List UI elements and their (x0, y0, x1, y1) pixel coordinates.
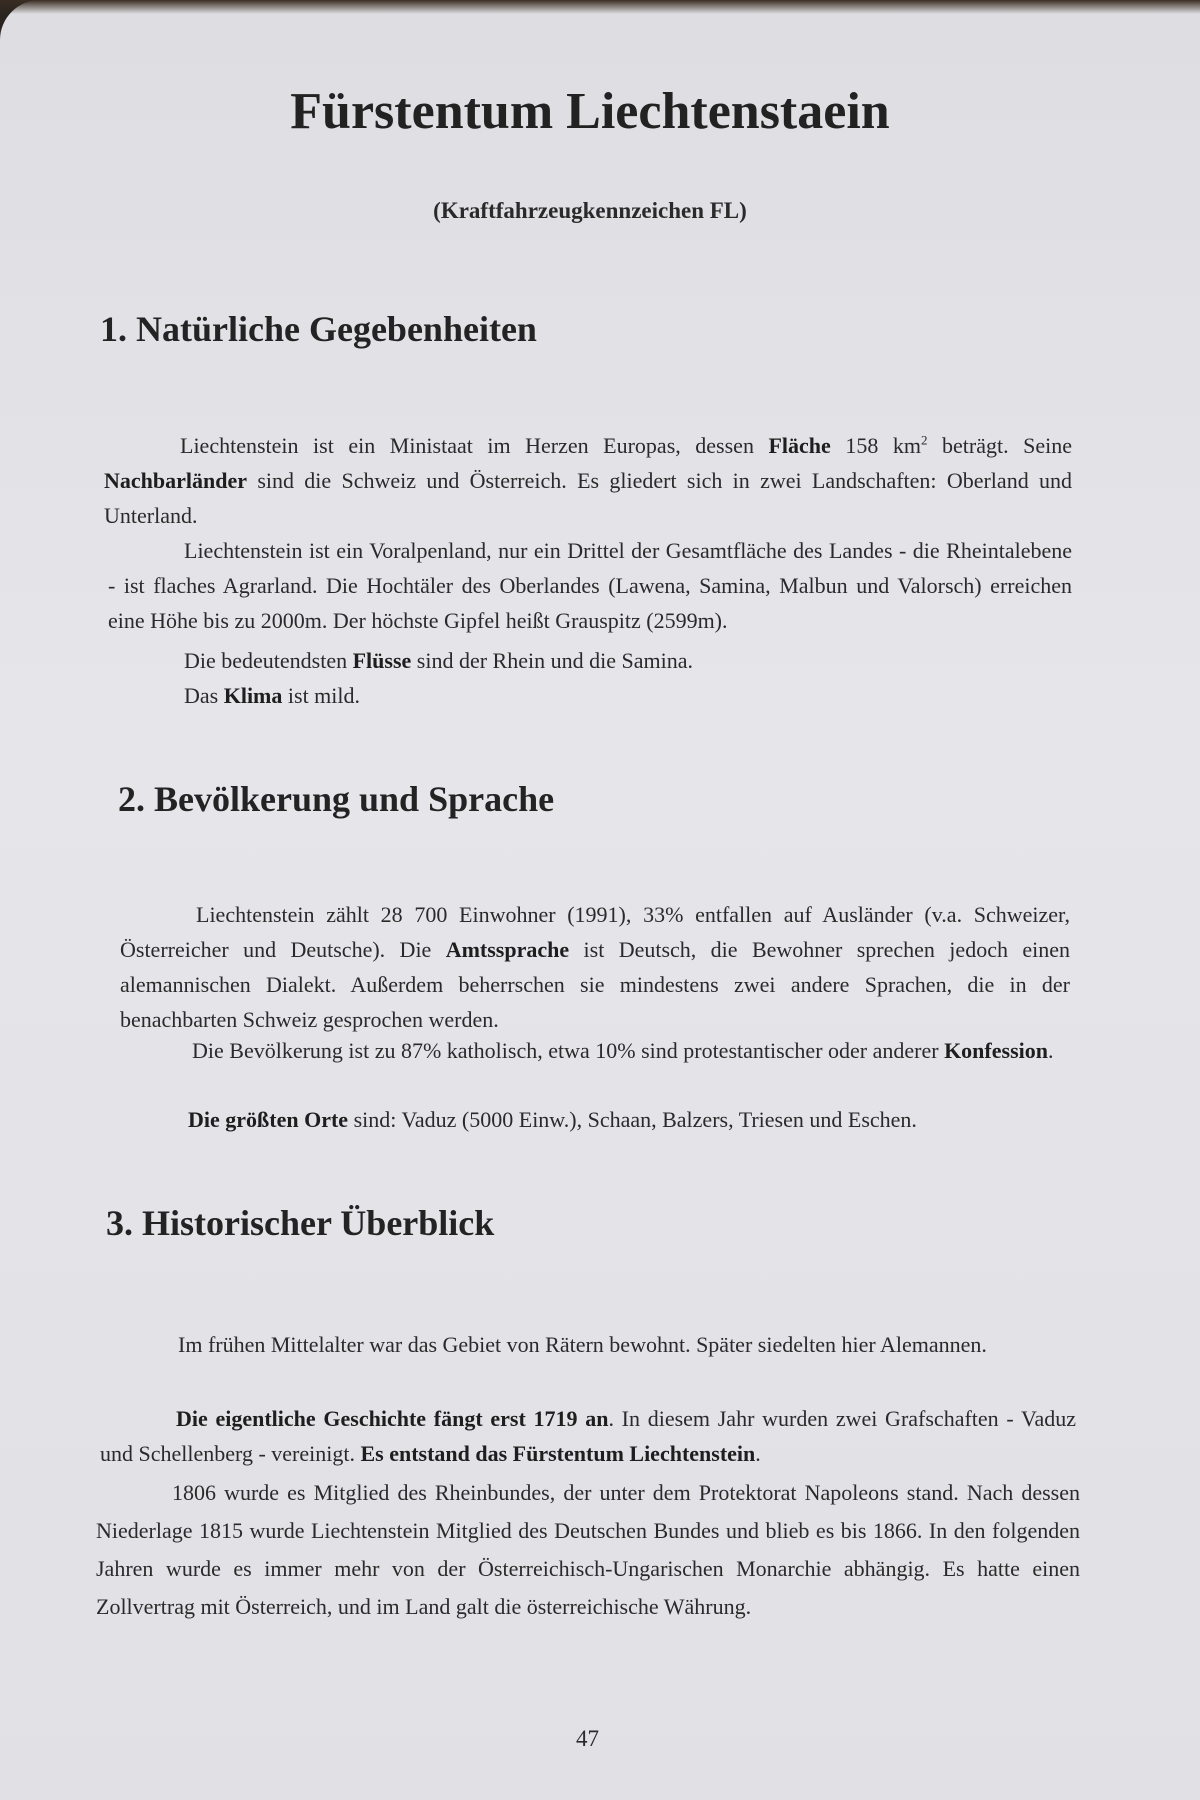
section-3-paragraph-2: Die eigentliche Geschichte fängt erst 1719 an. In diesem Jahr wurden zwei Grafschaften - Vaduz und Schellenberg - vereinigt. Es entstand das Fürstentum Liechtenstein. (100, 1406, 1077, 1466)
page-subtitle: (Kraftfahrzeugkennzeichen FL) (433, 198, 747, 223)
section-1-paragraph-2: Liechtenstein ist ein Voralpenland, nur ein Drittel der Gesamtfläche des Landes - die Rheintalebene - ist flaches Agrarland. Die Hochtäler des Oberlandes (Lawena, Samina, Malbun und Valorsch) erreichen eine Höhe bis zu 2000m. Der höchste Gipfel heißt Grauspitz (2599m). (108, 538, 1072, 633)
section-2-paragraph-2: Die Bevölkerung ist zu 87% katholisch, etwa 10% sind protestantischer oder anderer Konfession. (192, 1038, 1054, 1063)
section-3-paragraph-1: Im frühen Mittelalter war das Gebiet von Rätern bewohnt. Später siedelten hier Alemannen. (178, 1332, 987, 1357)
section-2-paragraph-1: Liechtenstein zählt 28 700 Einwohner (1991), 33% entfallen auf Ausländer (v.a. Schweizer, Österreicher und Deutsche). Die Amtssprache ist Deutsch, die Bewohner sprechen jedoch einen alemannischen Dialekt. Außerdem beherrschen sie mindestens zwei andere Sprachen, die in der benachbarten Schweiz gesprochen werden. (120, 902, 1070, 1032)
section-2-paragraph-3: Die größten Orte sind: Vaduz (5000 Einw.), Schaan, Balzers, Triesen und Eschen. (188, 1107, 917, 1132)
section-3-paragraph-3: 1806 wurde es Mitglied des Rheinbundes, der unter dem Protektorat Napoleons stand. Nach dessen Niederlage 1815 wurde Liechtenstein Mitglied des Deutschen Bundes und blieb es bis 1866. In den folgenden Jahren wurde es immer mehr von der Österreichisch-Ungarischen Monarchie abhängig. Es hatte einen Zollvertrag mit Österreich, und im Land galt die österreichische Währung. (96, 1480, 1080, 1619)
section-1-paragraph-3: Die bedeutendsten Flüsse sind der Rhein und die Samina. (184, 648, 693, 673)
section-2-heading: 2. Bevölkerung und Sprache (118, 779, 555, 819)
page-number: 47 (576, 1726, 599, 1751)
section-1-paragraph-4: Das Klima ist mild. (184, 683, 361, 708)
page-title: Fürstentum Liechtenstaein (290, 83, 890, 140)
section-1-paragraph-1: Liechtenstein ist ein Ministaat im Herzen Europas, dessen Fläche 158 $km^2$ beträgt. Seine Nachbarländer sind die Schweiz und Österreich. Es gliedert sich in zwei Landschaften: Oberland und Unterland. (104, 432, 1072, 528)
page-edge-shadow (0, 0, 1200, 14)
section-3-heading: 3. Historischer Überblick (106, 1203, 495, 1243)
section-1-heading: 1. Natürliche Gegebenheiten (100, 309, 537, 349)
